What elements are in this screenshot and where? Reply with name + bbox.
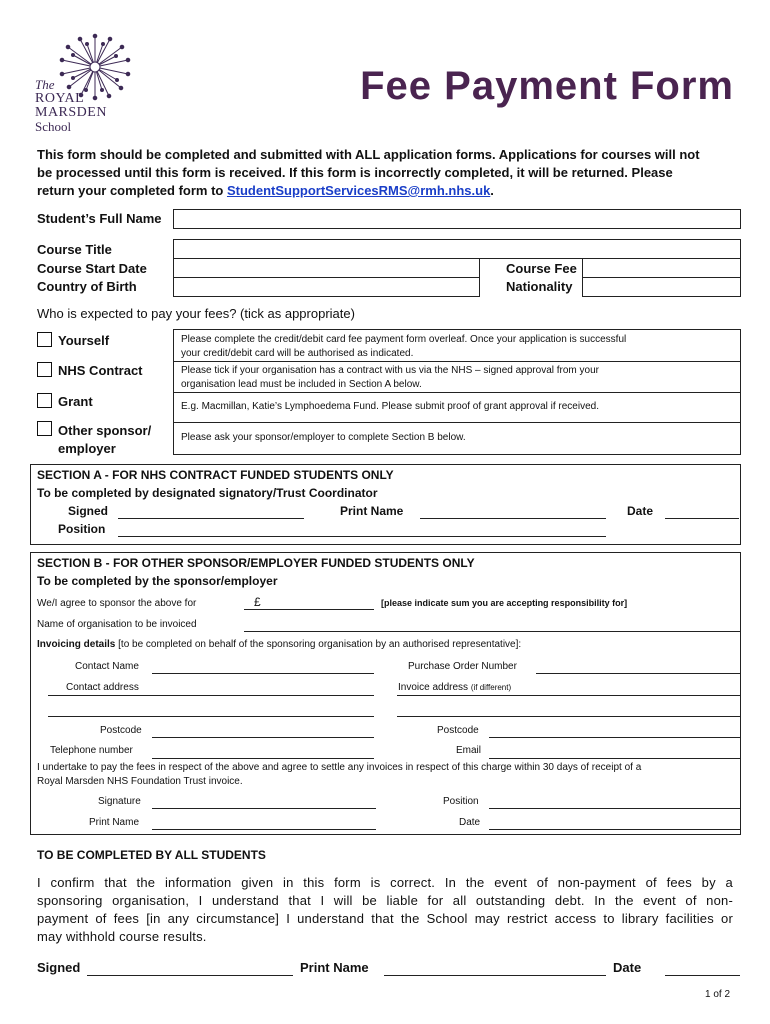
grant-checkbox[interactable] bbox=[37, 393, 52, 408]
student-date-line[interactable] bbox=[665, 975, 740, 976]
sponsor-agree-label: We/I agree to sponsor the above for bbox=[37, 598, 197, 609]
section-a-position-line[interactable] bbox=[118, 536, 606, 537]
page-number: 1 of 2 bbox=[705, 989, 731, 1000]
invoice-postcode-label: Postcode bbox=[437, 725, 479, 736]
confirmation-line-4: may withhold course results. bbox=[37, 929, 207, 944]
nhs-note bbox=[181, 364, 599, 392]
section-b-date-label: Date bbox=[459, 817, 481, 828]
section-b-print-name-label: Print Name bbox=[89, 817, 140, 828]
contact-name-label: Contact Name bbox=[75, 661, 139, 672]
intro-line-3-suffix: . bbox=[490, 183, 494, 198]
nhs-contract-label: NHS Contract bbox=[58, 363, 143, 378]
section-a-signed-line[interactable] bbox=[118, 518, 304, 519]
full-name-field[interactable] bbox=[173, 209, 741, 229]
sponsor-sum-line[interactable] bbox=[244, 609, 374, 610]
student-signed-label: Signed bbox=[37, 960, 81, 975]
intro-line-2: be processed until this form is received. If this form is incorrectly completed, it will be returned. Please bbox=[37, 165, 673, 180]
telephone-line[interactable] bbox=[152, 758, 374, 759]
section-a-print-name-line[interactable] bbox=[420, 518, 606, 519]
section-b-position-line[interactable] bbox=[489, 808, 740, 809]
all-students-title: TO BE COMPLETED BY ALL STUDENTS bbox=[37, 848, 266, 862]
invoice-address-text: Invoice address bbox=[398, 682, 469, 693]
student-print-name-label: Print Name bbox=[300, 960, 369, 975]
payer-question: Who is expected to pay your fees? (tick as appropriate) bbox=[37, 306, 355, 321]
student-signed-line[interactable] bbox=[87, 975, 293, 976]
section-b-title: SECTION B - FOR OTHER SPONSOR/EMPLOYER FUNDED STUDENTS ONLY bbox=[37, 556, 475, 570]
course-start-label: Course Start Date bbox=[37, 261, 147, 276]
section-a-title: SECTION A - FOR NHS CONTRACT FUNDED STUDENTS ONLY bbox=[37, 468, 394, 482]
invoicing-details-rest: [to be completed on behalf of the sponsoring organisation by an authorised representative]: bbox=[115, 639, 522, 650]
section-a-position-label: Position bbox=[58, 522, 106, 536]
course-start-field[interactable] bbox=[173, 258, 480, 278]
org-name-label: Name of organisation to be invoiced bbox=[37, 619, 197, 630]
contact-address-line-1[interactable] bbox=[48, 695, 374, 696]
nhs-note-2: organisation lead must be included in Section A below. bbox=[181, 379, 422, 390]
section-b-subtitle: To be completed by the sponsor/employer bbox=[37, 574, 278, 588]
course-title-field[interactable] bbox=[173, 239, 741, 259]
email-link[interactable]: StudentSupportServicesRMS@rmh.nhs.uk bbox=[226, 183, 491, 198]
intro-line-3-prefix: return your completed form to bbox=[37, 183, 227, 198]
other-sponsor-checkbox[interactable] bbox=[37, 421, 52, 436]
logo-school: School bbox=[35, 119, 72, 134]
nhs-note-1: Please tick if your organisation has a contract with us via the NHS – signed approval from your bbox=[181, 365, 599, 376]
invoice-address-label bbox=[398, 682, 511, 693]
nationality-label: Nationality bbox=[506, 279, 573, 294]
intro-line-3 bbox=[37, 182, 737, 200]
invoicing-details bbox=[37, 639, 521, 650]
section-a-date-line[interactable] bbox=[665, 518, 739, 519]
po-number-label: Purchase Order Number bbox=[408, 661, 517, 672]
nhs-contract-checkbox[interactable] bbox=[37, 362, 52, 377]
invoicing-details-bold: Invoicing details bbox=[37, 639, 116, 650]
logo-royal: ROYAL bbox=[35, 91, 85, 106]
confirmation-line-2: sponsoring organisation, I understand that I will be liable for all outstanding debt. In the event of non- bbox=[37, 893, 733, 908]
undertake-text bbox=[37, 761, 641, 789]
invoice-address-line-2[interactable] bbox=[397, 716, 740, 717]
logo-the: The bbox=[35, 77, 55, 92]
section-b-print-name-line[interactable] bbox=[152, 829, 376, 830]
email-label: Email bbox=[456, 745, 482, 756]
if-different-text: (if different) bbox=[470, 683, 512, 692]
invoice-postcode-line[interactable] bbox=[489, 737, 740, 738]
sum-note: [please indicate sum you are accepting responsibility for] bbox=[381, 598, 628, 608]
grant-note: E.g. Macmillan, Katie’s Lymphoedema Fund. Please submit proof of grant approval if received. bbox=[181, 401, 599, 412]
section-a-print-name-label: Print Name bbox=[340, 504, 404, 518]
yourself-note-1: Please complete the credit/debit card fee payment form overleaf. Once your application is successful bbox=[181, 334, 627, 345]
section-b-signature-line[interactable] bbox=[152, 808, 376, 809]
contact-address-label: Contact address bbox=[66, 682, 139, 693]
contact-postcode-label: Postcode bbox=[100, 725, 142, 736]
course-title-label: Course Title bbox=[37, 242, 112, 257]
yourself-note bbox=[181, 333, 626, 361]
page-title: Fee Payment Form bbox=[360, 64, 734, 108]
pound-sign: £ bbox=[254, 595, 261, 609]
country-birth-field[interactable] bbox=[173, 277, 480, 297]
intro-text bbox=[37, 146, 737, 200]
full-name-label: Student’s Full Name bbox=[37, 211, 162, 226]
other-sponsor-label-2: employer bbox=[58, 441, 116, 456]
intro-line-1: This form should be completed and submitted with ALL application forms. Applications for courses will not bbox=[37, 147, 700, 162]
org-name-line[interactable] bbox=[244, 631, 740, 632]
logo-marsden: MARSDEN bbox=[35, 105, 107, 120]
student-date-label: Date bbox=[613, 960, 642, 975]
other-sponsor-note: Please ask your sponsor/employer to complete Section B below. bbox=[181, 432, 466, 443]
section-b-date-line[interactable] bbox=[489, 829, 740, 830]
invoice-address-line-1[interactable] bbox=[397, 695, 740, 696]
telephone-label: Telephone number bbox=[50, 745, 133, 756]
section-b-position-label: Position bbox=[443, 796, 479, 807]
yourself-checkbox[interactable] bbox=[37, 332, 52, 347]
confirmation-line-3: payment of fees [in any circumstance] I understand that the School may restrict access to library facilities or bbox=[37, 911, 733, 926]
other-sponsor-label bbox=[58, 422, 151, 458]
course-fee-field[interactable] bbox=[582, 258, 741, 278]
grant-label: Grant bbox=[58, 394, 93, 409]
contact-name-line[interactable] bbox=[152, 673, 374, 674]
section-b-signature-label: Signature bbox=[98, 796, 141, 807]
student-print-name-line[interactable] bbox=[384, 975, 606, 976]
yourself-label: Yourself bbox=[58, 333, 110, 348]
email-line[interactable] bbox=[489, 758, 740, 759]
other-sponsor-label-1: Other sponsor/ bbox=[58, 423, 152, 438]
confirmation-paragraph bbox=[37, 874, 733, 946]
country-birth-label: Country of Birth bbox=[37, 279, 137, 294]
confirmation-line-1: I confirm that the information given in this form is correct. In the event of non-payment of fees by a bbox=[37, 875, 733, 890]
undertake-line-1: I undertake to pay the fees in respect of the above and agree to settle any invoices in respect of this charge within 30 days of receipt of a bbox=[37, 762, 642, 773]
undertake-line-2: Royal Marsden NHS Foundation Trust invoice. bbox=[37, 776, 243, 787]
section-a-subtitle: To be completed by designated signatory/Trust Coordinator bbox=[37, 486, 378, 500]
contact-postcode-line[interactable] bbox=[152, 737, 374, 738]
section-a-signed-label: Signed bbox=[68, 504, 109, 518]
section-b-box bbox=[30, 552, 741, 835]
section-a-date-label: Date bbox=[627, 504, 654, 518]
po-number-line[interactable] bbox=[536, 673, 740, 674]
contact-address-line-2[interactable] bbox=[48, 716, 374, 717]
course-fee-label: Course Fee bbox=[506, 261, 577, 276]
school-logo bbox=[35, 32, 145, 142]
yourself-note-2: your credit/debit card will be authorised as indicated. bbox=[181, 348, 414, 359]
nationality-field[interactable] bbox=[582, 277, 741, 297]
